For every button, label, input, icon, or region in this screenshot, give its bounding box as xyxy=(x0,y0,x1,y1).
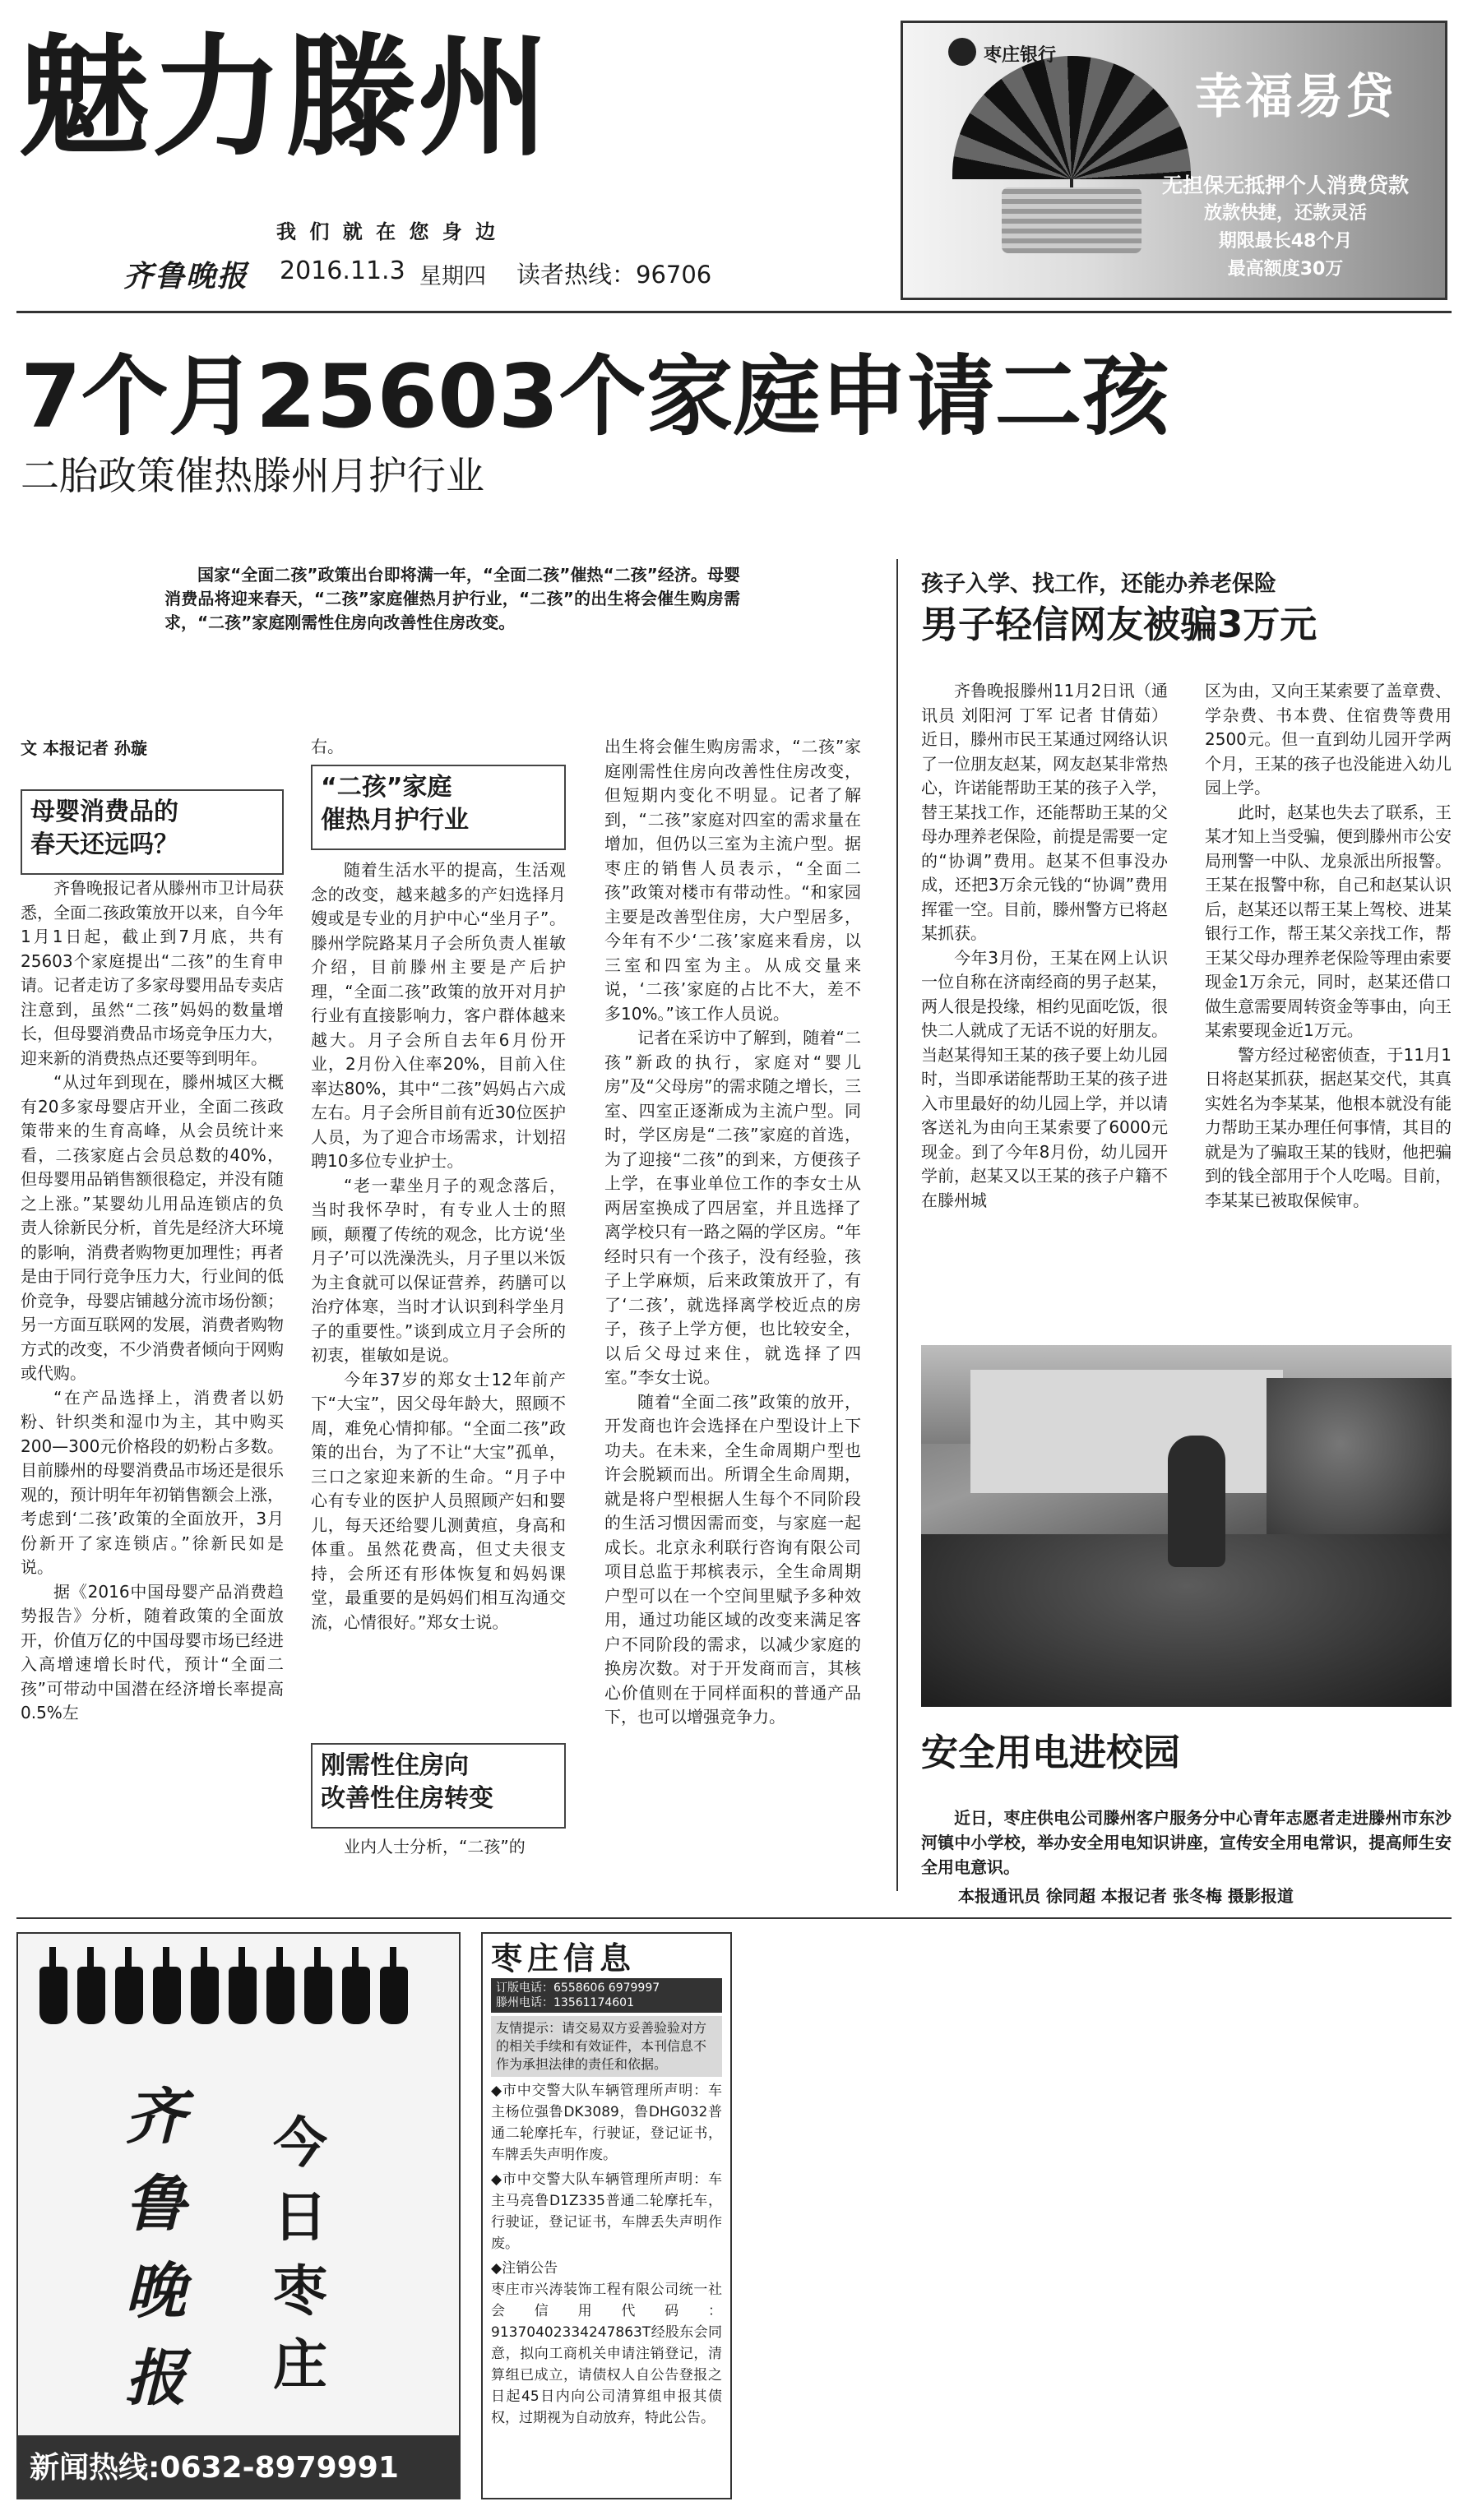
paragraph: 出生将会催生购房需求，“二孩”家庭刚需性住房向改善性住房改变，但短期内变化不明显。记者了解到，“二孩”家庭对四室的需求量在增加，但仍以三室为主流户型。据枣庄的销售人员表示，“全面二孩”政策对楼市有带动性。“和家园主要是改善型住房，大户型居多，今年有不少‘二孩’家庭来看房，以三室和四室为主。从成交量来说，‘二孩’家庭的占比不大，差不多10%。”该工作人员说。 xyxy=(604,737,861,1024)
section-rule xyxy=(16,1917,1452,1919)
paragraph: 据《2016中国母婴产品消费趋势报告》分析，随着政策的全面放开，价值万亿的中国母婴市场已经进入高增速增长时代，预计“全面二孩”可带动中国潜在经济增长率提高0.5%左 xyxy=(21,1581,284,1722)
subhead-box-2: “二孩”家庭 催热月护行业 xyxy=(311,765,566,850)
bank-ad xyxy=(901,21,1447,300)
ad-line-1: 放款快捷，还款灵活 xyxy=(1203,203,1367,224)
story2-headline: 男子轻信网友被骗3万元 xyxy=(921,603,1317,646)
lead-column-2-bottom xyxy=(311,1835,566,1860)
paragraph: 警方经过秘密侦查，于11月1日将赵某抓获，据赵某交代，其真实姓名为李某某，他根本就没有能力帮助王某办理任何事情，其目的就是为了骗取王某的钱财，他把骗到的钱全部用于个人吃喝。目前，李某某已被取保候审。 xyxy=(1205,1044,1452,1210)
telephone-receivers-icon xyxy=(35,1967,413,2028)
ad-product-name: 幸福易贷 xyxy=(1195,68,1396,124)
paragraph: 右。 xyxy=(311,737,344,756)
paper-ad xyxy=(16,1932,461,2499)
paragraph: 此时，赵某也失去了联系，王某才知上当受骗，便到滕州市公安局刑警一中队、龙泉派出所报警。王某在报警中称，自己和赵某认识后，赵某还以帮王某上驾校、进某银行工作，帮王某父亲找工作，帮王某父母办理养老保险等理由索要现金1万余元，同时，赵某还借口做生意需要周转资金等事由，向王某索要现金近1万元。 xyxy=(1205,802,1452,1040)
column-divider xyxy=(896,559,898,1891)
paragraph: 业内人士分析，“二孩”的 xyxy=(344,1837,526,1856)
photo-credit: 本报通讯员 徐同超 本报记者 张冬梅 摄影报道 xyxy=(958,1886,1294,1906)
subhead-box-3: 刚需性住房向 改善性住房转变 xyxy=(311,1743,566,1829)
masthead-title: 魅力滕州 xyxy=(18,20,552,174)
classified-item: ◆注销公告 枣庄市兴涛装饰工程有限公司统一社会信用代码：91370402334247863T经股东会同意，拟向工商机关申请注销登记，清算组已成立，请债权人自公告登报之日起45日内向公司清算组申报其债权，过期视为自动放弃，特此公告。 xyxy=(491,2260,722,2426)
paragraph: 今年3月份，王某在网上认识一位自称在济南经商的男子赵某，两人很是投缘，相约见面吃饭，很快二人就成了无话不说的好朋友。当赵某得知王某的孩子要上幼儿园时，当即承诺能帮助王某的孩子进入市里最好的幼儿园上学，并以请客送礼为由向王某索要了6000元现金。到了今年8月份，幼儿园开学前，赵某又以王某的孩子户籍不在滕州城 xyxy=(921,947,1168,1210)
photo-caption: 近日，枣庄供电公司滕州客户服务分中心青年志愿者走进滕州市东沙河镇中小学校，举办安全用电知识讲座，宣传安全用电常识，提高师生安全用电意识。 xyxy=(921,1808,1452,1877)
masthead-rule xyxy=(16,311,1452,313)
lead-intro: 国家“全面二孩”政策出台即将满一年，“全面二孩”催热“二孩”经济。母婴消费品将迎来春天，“二孩”家庭催热月护行业，“二孩”的出生将会催生购房需求，“二孩”家庭刚需性住房向改善性住房改变。 xyxy=(164,565,740,632)
lead-column-2-top xyxy=(311,735,566,760)
story2-kicker: 孩子入学、找工作，还能办养老保险 xyxy=(921,571,1276,597)
story2-column-1 xyxy=(921,679,1168,1337)
paper-logo: 齐鲁晚报 xyxy=(123,259,249,294)
lead-column-3 xyxy=(604,735,861,1863)
lead-column-2 xyxy=(311,858,566,1736)
paragraph: 齐鲁晚报记者从滕州市卫计局获悉，全面二孩政策放开以来，自今年1月1日起，截止到7月底，共有25603个家庭提出“二孩”的生育申请。记者走访了多家母婴用品专卖店注意到，虽然“二孩”妈妈的数量增长，但母婴消费品市场竞争压力大，迎来新的消费热点还要等到明年。 xyxy=(21,878,284,1068)
lead-byline: 文 本报记者 孙璇 xyxy=(21,738,147,758)
paper-ad-logo: 齐鲁晚报 xyxy=(125,2082,186,2414)
paragraph: 随着“全面二孩”政策的放开，开发商也许会选择在户型设计上下功夫。在未来，全生命周期户型也许会脱颖而出。所谓全生命周期，就是将户型根据人生每个不同阶段的生活习惯因需而变，与家庭一起成长。北京永利联行咨询有限公司项目总监于邦槟表示，全生命周期户型可以在一个空间里赋予多种效用，通过功能区域的改变来满足客户不同阶段的需求，以减少家庭的换房次数。对于开发商而言，其核心价值则在于同样面积的普通产品下，也可以增强竞争力。 xyxy=(604,1391,861,1727)
bank-name: 枣庄银行 xyxy=(984,45,1057,66)
lead-headline: 7个月25603个家庭申请二孩 xyxy=(21,346,1169,447)
paragraph: “从过年到现在，滕州城区大概有20多家母婴店开业，全面二孩政策带来的生育高峰，从会员统计来看，二孩家庭占会员总数的40%，但母婴用品销售额很稳定，并没有随之上涨。”某婴幼儿用品连锁店的负责人徐新民分析，首先是经济大环境的影响，消费者购物更加理性；再者是由于同行竞争压力大，行业间的低价竞争，母婴店铺越分流市场份额；另一方面互联网的发展，消费者购物方式的改变，不少消费者倾向于网购或代购。 xyxy=(21,1072,284,1383)
paragraph: 随着生活水平的提高，生活观念的改变，越来越多的产妇选择月嫂或是专业的月护中心“坐月子”。滕州学院路某月子会所负责人崔敏介绍，目前滕州主要是产后护理，“全面二孩”政策的放开对月护行业有直接影响力，客户群体越来越大。月子会所自去年6月份开业，2月份入住率20%，目前入住率达80%，其中“二孩”妈妈占六成左右。月子会所目前有近30位医护人员，为了迎合市场需求，计划招聘10多位专业护士。 xyxy=(311,860,566,1171)
lead-column-1 xyxy=(21,876,284,1860)
paper-ad-edition: 今日枣庄 xyxy=(273,2111,327,2397)
bank-logo-icon xyxy=(948,38,976,66)
story2-column-2 xyxy=(1205,679,1452,1337)
paragraph: 区为由，又向王某索要了盖章费、学杂费、书本费、住宿费等费用2500元。但一直到幼儿园开学两个月，王某的孩子也没能进入幼儿园上学。 xyxy=(1205,681,1452,798)
issue-weekday: 星期四 xyxy=(419,264,486,289)
classified-item: ◆市中交警大队车辆管理所声明：车主杨位强鲁DK3089，鲁DHG032普通二轮摩托车，行驶证，登记证书，车牌丢失声明作废。 xyxy=(491,2083,722,2163)
order-phone: 订版电话：6558606 6979997 xyxy=(496,1981,660,1995)
school-safety-photo xyxy=(921,1345,1452,1707)
paragraph: 今年37岁的郑女士12年前产下“大宝”，因父母年龄大，照顾不周，难免心情抑郁。“全面二孩”政策的出台，为了不让“大宝”孤单，三口之家迎来新的生命。“月子中心有专业的医护人员照顾产妇和婴儿，每天还给婴儿测黄疸，身高和体重。虽然花费高，但丈夫很支持，会所还有形体恢复和妈妈课堂，最重要的是妈妈们相互沟通交流，心情很好。”郑女士说。 xyxy=(311,1369,566,1632)
classified-item: ◆市中交警大队车辆管理所声明：车主马亮鲁D1Z335普通二轮摩托车，行驶证，登记证书，车牌丢失声明作废。 xyxy=(491,2171,722,2252)
ad-tagline: 无担保无抵押个人消费贷款 xyxy=(1161,173,1409,197)
paragraph: “在产品选择上，消费者以奶粉、针织类和湿巾为主，其中购买200—300元价格段的奶粉占多数。目前滕州的母婴消费品市场还是很乐观的，预计明年年初销售额会上涨，考虑到‘二孩’政策的全面放开，3月份新开了家连锁店。”徐新民如是说。 xyxy=(21,1387,284,1577)
ad-line-3: 最高额度30万 xyxy=(1227,259,1344,280)
paragraph: 齐鲁晚报滕州11月2日讯（通讯员 刘阳河 丁军 记者 甘倩茹） 近日，滕州市民王某通过网络认识了一位朋友赵某，网友赵某非常热心，许诺能帮助王某的孩子入学，替王某找工作，还能帮助王某的父母办理养老保险，前提是需要一定的“协调”费用。赵某不但事没办成，还把3万余元钱的“协调”费用挥霍一空。目前，滕州警方已将赵某抓获。 xyxy=(921,681,1168,943)
issue-date: 2016.11.3 xyxy=(280,257,405,285)
photo-headline: 安全用电进校园 xyxy=(921,1731,1181,1774)
paper-ad-hotline-text: 新闻热线:0632-8979991 xyxy=(30,2451,399,2485)
tengzhou-phone: 滕州电话：13561174601 xyxy=(496,1996,634,2009)
masthead-slogan: 我 们 就 在 您 身 边 xyxy=(276,220,499,243)
classifieds xyxy=(481,1932,732,2499)
classifieds-phone-box xyxy=(491,1978,722,2013)
classifieds-notice: 友情提示：请交易双方妥善验验对方的相关手续和有效证件，本刊信息不作为承担法律的责任和依据。 xyxy=(491,2016,722,2077)
lead-subhead: 二胎政策催热滕州月护行业 xyxy=(21,454,484,499)
paragraph: “老一辈坐月子的观念落后，当时我怀孕时，有专业人士的照顾，颠覆了传统的观念，比方说‘坐月子’可以洗澡洗头，月子里以米饭为主食就可以保证营养，药膳可以治疗体寒，当时才认识到科学坐月子的重要性。”谈到成立月子会所的初衷，崔敏如是说。 xyxy=(311,1175,566,1365)
classifieds-title: 枣庄信息 xyxy=(491,1940,637,1977)
reader-hotline: 读者热线：96706 xyxy=(516,261,712,289)
subhead-box-1: 母婴消费品的 春天还远吗？ xyxy=(21,789,284,875)
ad-line-2: 期限最长48个月 xyxy=(1218,231,1353,252)
paragraph: 记者在采访中了解到，随着“二孩”新政的执行，家庭对“婴儿房”及“父母房”的需求随之增长，三室、四室正逐渐成为主流户型。同时，学区房是“二孩”家庭的首选，为了迎接“二孩”的到来，方便孩子上学，在事业单位工作的李女士从两居室换成了四居室，并且选择了离学校只有一路之隔的学区房。“年经时只有一个孩子，没有经验，孩子上学麻烦，后来政策放开了，有了‘二孩’，就选择离学校近点的房子，孩子上学方便，也比较安全，以后父母过来住，就选择了四室。”李女士说。 xyxy=(604,1028,861,1387)
